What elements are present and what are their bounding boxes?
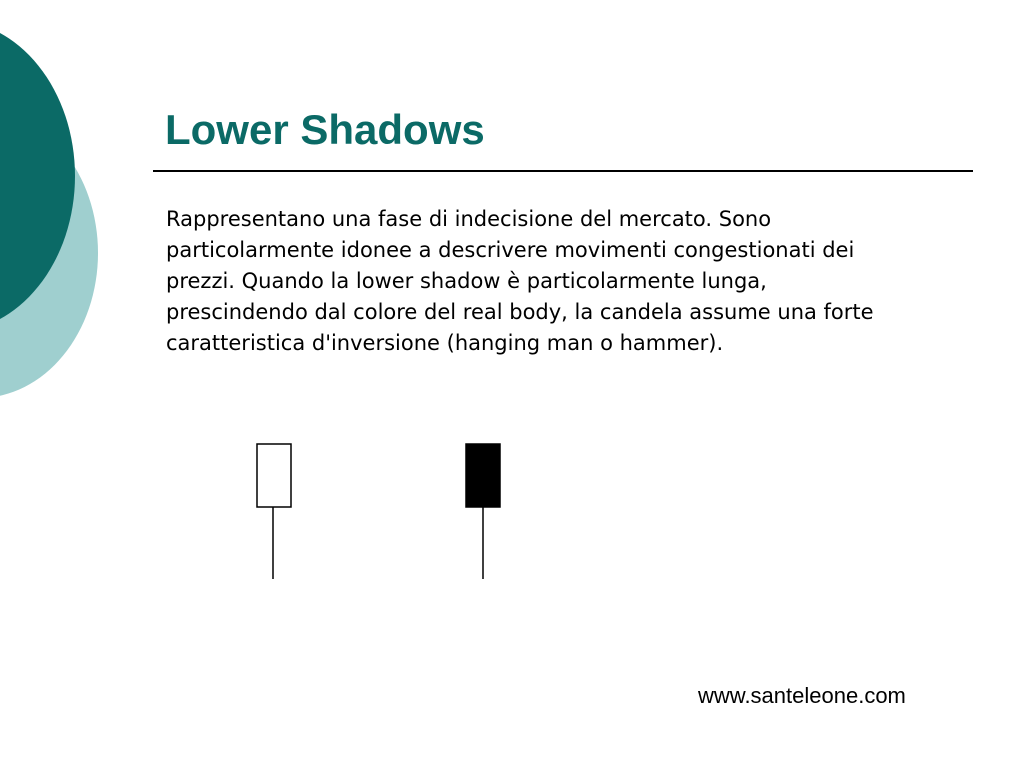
slide-title: Lower Shadows: [165, 106, 485, 153]
real-body-white: [257, 444, 291, 507]
candle-white: [257, 444, 291, 579]
footer-url: www.santeleone.com: [698, 683, 906, 708]
slide-body-text: Rappresentano una fase di indecisione del mercato. Sono particolarmente idonee a descrivere movimenti congestionati dei prezzi. Quando la lower shadow è particolarmente lunga, prescindendo dal colore del real body, la candela assume una forte caratteristica d'inversione (hanging man o hammer).: [166, 207, 874, 355]
candle-black: [466, 444, 500, 579]
real-body-black: [466, 444, 500, 507]
